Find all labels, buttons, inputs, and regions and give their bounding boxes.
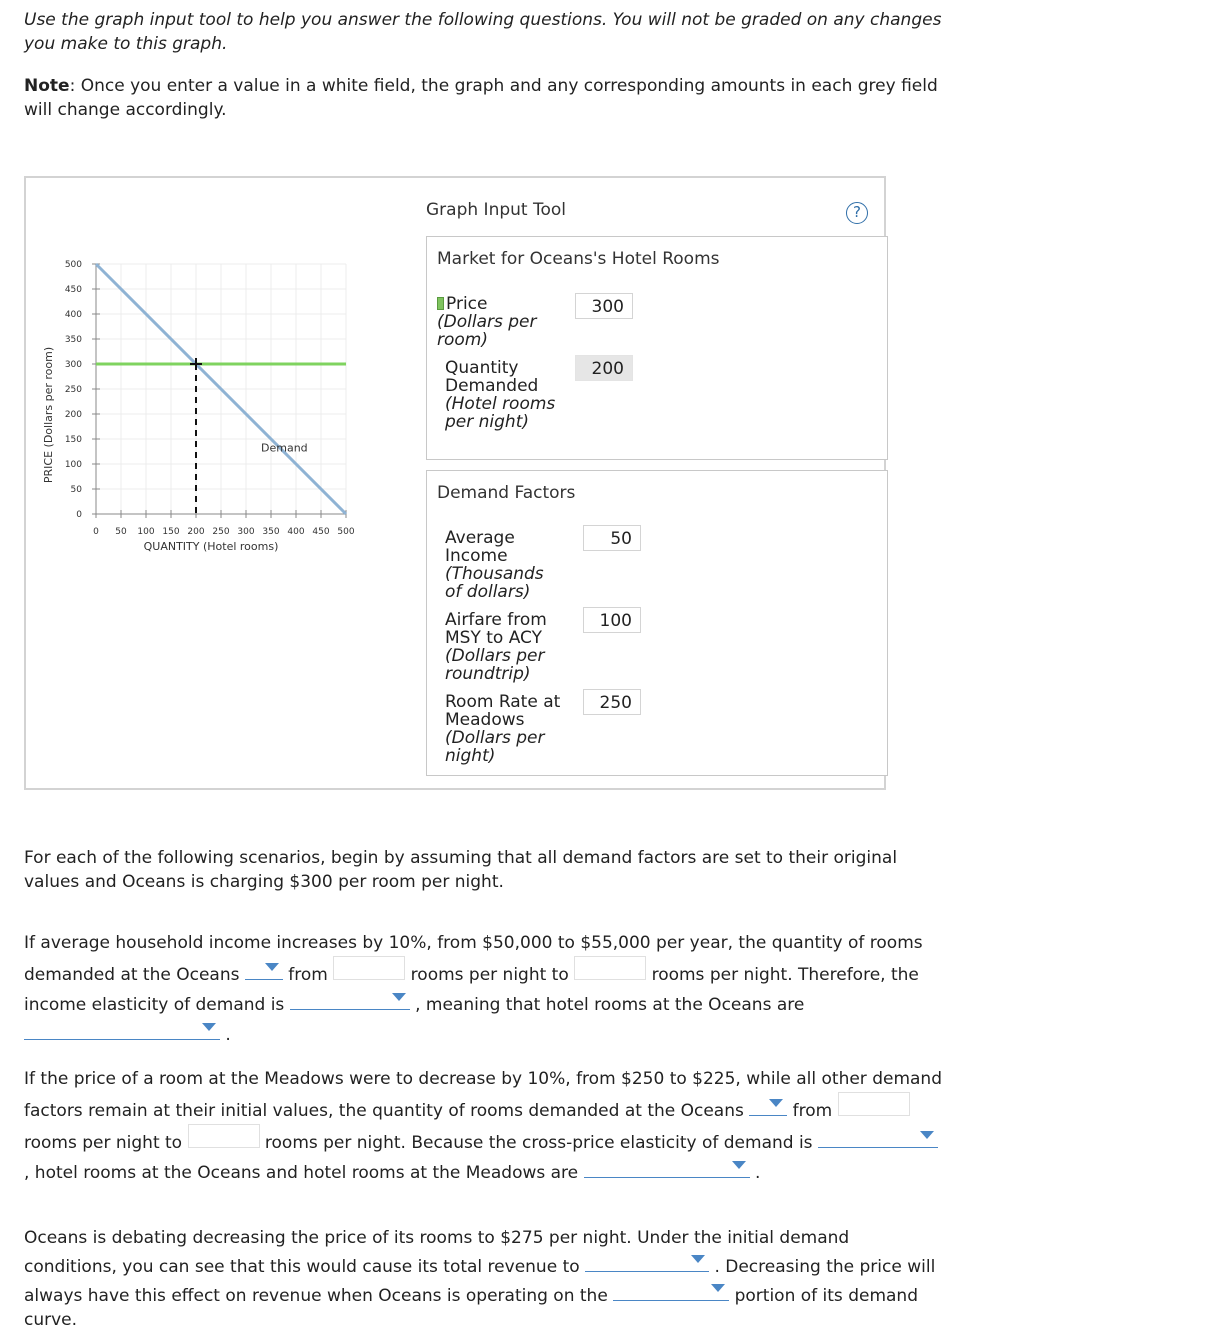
chevron-down-icon [202, 1023, 216, 1031]
q2-relationship-dropdown[interactable] [584, 1156, 750, 1178]
meadows-rate-input[interactable]: 250 [583, 689, 641, 715]
note-body: : Once you enter a value in a white field, the graph and any corresponding amounts in each grey field will change accordingly. [24, 76, 938, 120]
question-1 [24, 930, 944, 1048]
price-label-text: Price [446, 294, 488, 314]
y-tick-label: 50 [70, 485, 82, 495]
tool-title: Graph Input Tool [426, 200, 566, 220]
q2-direction-dropdown[interactable] [749, 1094, 787, 1116]
help-icon[interactable]: ? [846, 202, 868, 224]
y-tick-label: 200 [64, 410, 82, 420]
airfare-unit: (Dollars per roundtrip) [445, 646, 545, 684]
q2-text-5: , hotel rooms at the Oceans and hotel rooms at the Meadows are [24, 1163, 579, 1183]
meadows-rate-unit: (Dollars per night) [445, 728, 545, 766]
meadows-rate-label-text: Room Rate at Meadows [445, 692, 561, 730]
q1-text-1: If average household income increases by 10%, from $50,000 to $55,000 per year, the quantity of rooms demanded at the Oceans [24, 933, 923, 985]
quantity-label [445, 359, 565, 431]
note-text [24, 74, 954, 122]
demand-factors-panel [426, 470, 888, 776]
q2-text-2: from [792, 1101, 833, 1121]
question-3 [24, 1226, 944, 1332]
q1-text-3: rooms per night to [410, 965, 569, 985]
x-tick-label: 150 [162, 527, 180, 537]
demand-graph[interactable] [26, 178, 426, 578]
airfare-label [445, 611, 565, 683]
scenario-intro: For each of the following scenarios, begin by assuming that all demand factors are set to their original values and Oceans is charging $300 per room per night. [24, 848, 898, 892]
y-tick-label: 300 [64, 360, 82, 370]
x-tick-label: 450 [312, 527, 330, 537]
chevron-down-icon [769, 1099, 783, 1107]
q2-from-input[interactable] [838, 1092, 910, 1116]
y-tick-label: 450 [64, 285, 82, 295]
x-tick-label: 0 [93, 527, 99, 537]
market-panel [426, 236, 888, 460]
income-unit: (Thousands of dollars) [445, 564, 544, 602]
q1-text-4: rooms per night. Therefore, the income elasticity of demand is [24, 965, 919, 1015]
q1-elasticity-dropdown[interactable] [290, 988, 410, 1010]
chevron-down-icon [920, 1131, 934, 1139]
q3-text-1: Oceans is debating decreasing the price of its rooms to $275 per night. Under the initial demand conditions, you can see that this would cause its total revenue to [24, 1228, 850, 1277]
chevron-down-icon [392, 993, 406, 1001]
q1-from-input[interactable] [333, 956, 405, 980]
quantity-label-text: Quantity Demanded [445, 358, 539, 396]
price-label [437, 295, 567, 349]
q3-revenue-dropdown[interactable] [585, 1250, 709, 1272]
x-tick-label: 400 [287, 527, 305, 537]
price-input[interactable]: 300 [575, 293, 633, 319]
x-tick-label: 50 [115, 527, 127, 537]
x-tick-label: 350 [262, 527, 280, 537]
instructions-text: Use the graph input tool to help you answer the following questions. You will not be graded on any changes you make to this graph. [24, 10, 942, 54]
q2-text-1: If the price of a room at the Meadows were to decrease by 10%, from $250 to $225, while all other demand factors remain at their initial values, the quantity of rooms demanded at the Oceans [24, 1069, 942, 1121]
chevron-down-icon [711, 1284, 725, 1292]
q3-text-2: . Decreasing the price will always have this effect on revenue when Oceans is operating on the [24, 1257, 936, 1306]
chevron-down-icon [265, 963, 279, 971]
x-tick-label: 200 [187, 527, 205, 537]
income-label-text: Average Income [445, 528, 515, 566]
y-tick-label: 100 [64, 460, 82, 470]
chevron-down-icon [732, 1161, 746, 1169]
y-tick-label: 0 [76, 510, 82, 520]
q2-text-4: rooms per night. Because the cross-price elasticity of demand is [264, 1133, 813, 1153]
question-2 [24, 1066, 944, 1186]
quantity-unit: (Hotel rooms per night) [445, 394, 556, 432]
q1-to-input[interactable] [574, 956, 646, 980]
airfare-input[interactable]: 100 [583, 607, 641, 633]
chevron-down-icon [691, 1255, 705, 1263]
q1-text-6: . [225, 1025, 231, 1045]
x-axis-label: QUANTITY (Hotel rooms) [143, 540, 279, 553]
y-tick-label: 150 [64, 435, 82, 445]
q2-text-3: rooms per night to [24, 1133, 183, 1153]
quantity-demanded-field: 200 [575, 355, 633, 381]
y-tick-label: 250 [64, 385, 82, 395]
x-tick-label: 100 [137, 527, 155, 537]
demand-label: Demand [261, 441, 308, 455]
y-tick-label: 400 [64, 310, 82, 320]
income-label [445, 529, 565, 601]
market-panel-title: Market for Oceans's Hotel Rooms [437, 249, 720, 269]
q1-good-type-dropdown[interactable] [24, 1018, 220, 1040]
q2-to-input[interactable] [188, 1124, 260, 1148]
q3-text-3: portion of its demand curve. [24, 1286, 918, 1330]
x-tick-label: 300 [237, 527, 255, 537]
price-legend-swatch [437, 297, 444, 310]
note-label: Note [24, 76, 70, 96]
q1-direction-dropdown[interactable] [245, 958, 283, 980]
q2-text-6: . [754, 1163, 761, 1183]
q1-text-5: , meaning that hotel rooms at the Oceans are [415, 995, 805, 1015]
x-tick-label: 500 [337, 527, 355, 537]
airfare-label-text: Airfare from MSY to ACY [445, 610, 547, 648]
graph-input-tool [24, 176, 886, 790]
q3-portion-dropdown[interactable] [613, 1279, 729, 1301]
q1-text-2: from [288, 965, 328, 985]
q2-elasticity-dropdown[interactable] [818, 1126, 938, 1148]
meadows-rate-label [445, 693, 565, 765]
y-axis-label: PRICE (Dollars per room) [42, 346, 55, 484]
y-tick-label: 500 [64, 260, 82, 270]
income-input[interactable]: 50 [583, 525, 641, 551]
price-unit: (Dollars per room) [437, 312, 537, 350]
y-tick-label: 350 [64, 335, 82, 345]
x-tick-label: 250 [212, 527, 230, 537]
factors-panel-title: Demand Factors [437, 483, 576, 503]
